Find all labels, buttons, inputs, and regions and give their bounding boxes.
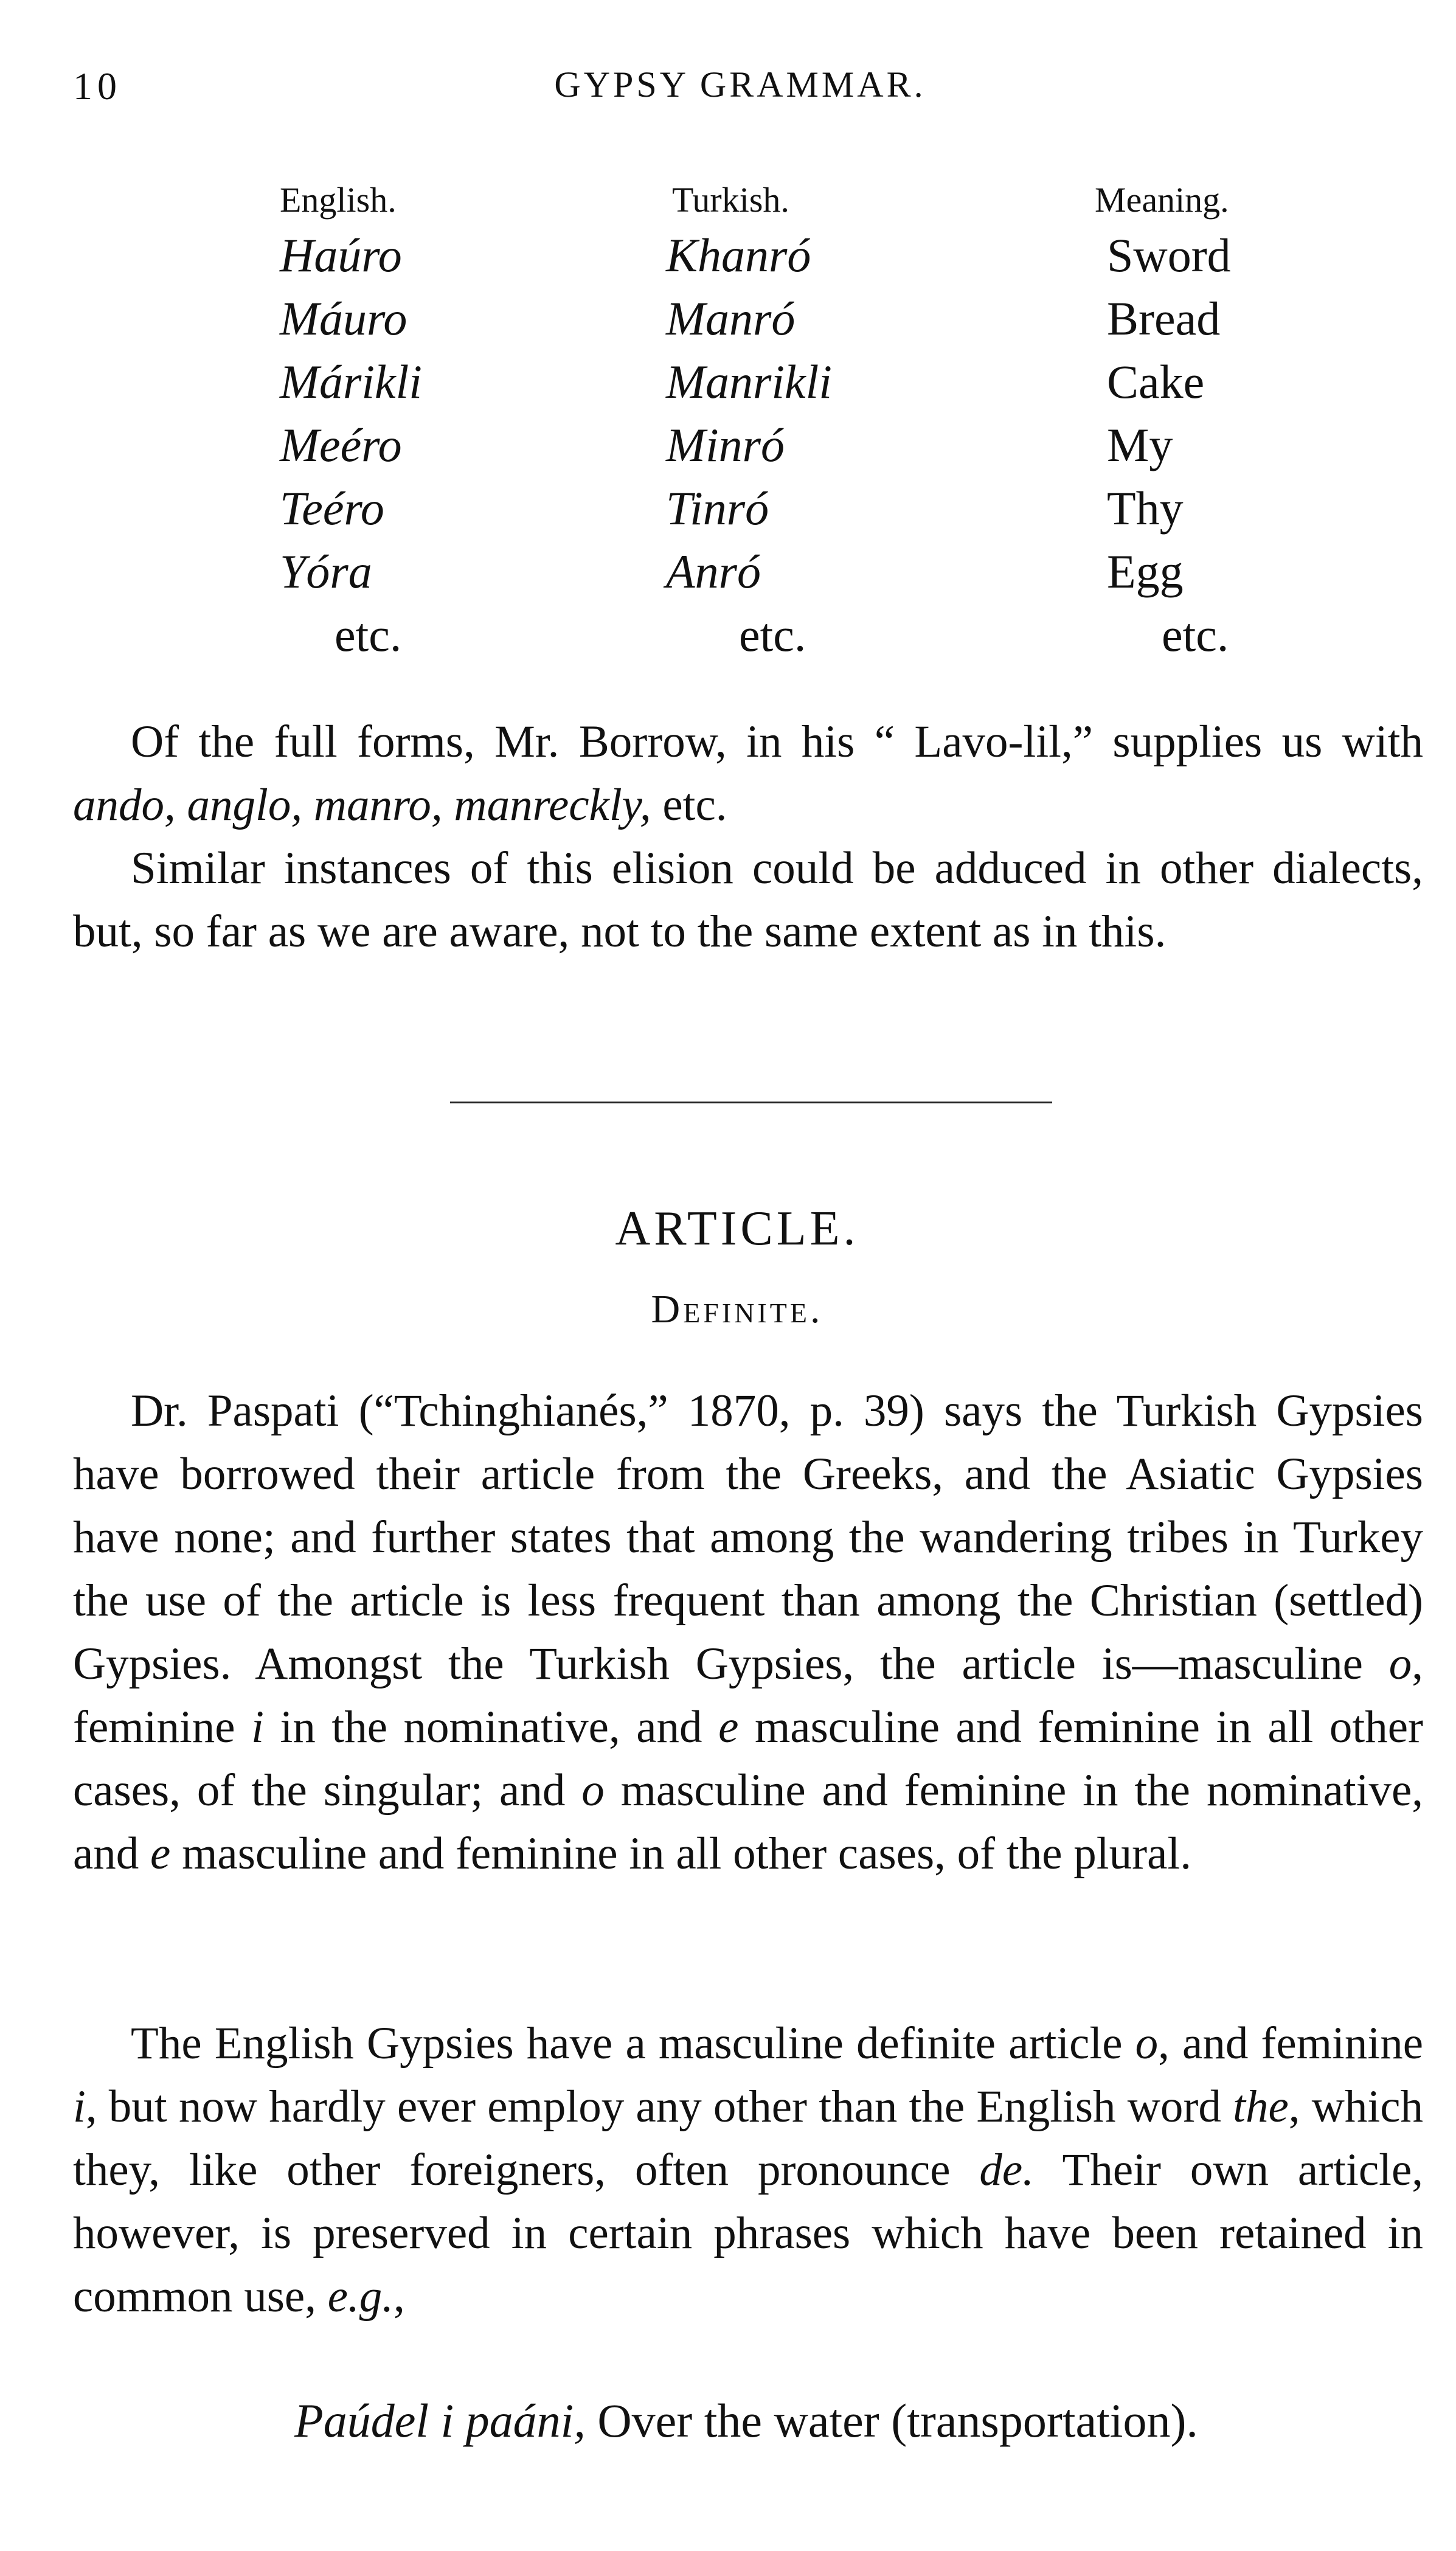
english-word: Teéro <box>280 482 384 535</box>
meaning-column <box>1095 176 1231 667</box>
turkish-column <box>666 176 832 667</box>
text-run: The English Gypsies have a masculine definite article <box>131 2018 1135 2069</box>
paragraph-text: Similar instances of this elision could be adduced in other dialects, but, so far as we are aware, not to the same extent as in this. <box>73 843 1423 957</box>
text-run: etc. <box>651 780 727 830</box>
turkish-etc: etc. <box>739 608 806 661</box>
meaning-word: Cake <box>1107 355 1205 408</box>
turkish-word: Manró <box>666 292 796 345</box>
italic-letter: o <box>581 1765 605 1816</box>
italic-word: de. <box>979 2145 1034 2195</box>
english-word: Yóra <box>280 545 372 598</box>
paragraph-paspati <box>73 1380 1423 1886</box>
italic-letter: e <box>150 1828 171 1879</box>
paragraph-elision <box>73 837 1423 963</box>
text-run: , and feminine <box>1158 2018 1423 2069</box>
english-etc: etc. <box>335 608 402 661</box>
text-run: masculine and feminine in the nominative, and <box>73 1765 1424 1879</box>
turkish-word: Minró <box>666 418 785 471</box>
italic-letter: i <box>251 1702 264 1752</box>
running-title: GYPSY GRAMMAR. <box>554 64 926 105</box>
section-divider <box>450 1102 1052 1103</box>
paragraph-english-gypsies <box>73 2012 1423 2328</box>
meaning-etc: etc. <box>1162 608 1229 661</box>
italic-letter: e <box>718 1702 739 1752</box>
italic-abbreviation: e.g. <box>327 2271 393 2322</box>
meaning-word: Egg <box>1107 545 1184 598</box>
example-phrase <box>0 2389 1456 2452</box>
text-run: Their own article, however, is preserved in certain phrases which have been retained in common use, <box>73 2145 1423 2322</box>
english-column-header: English. <box>280 180 397 220</box>
english-word: Meéro <box>280 418 402 471</box>
page-number: 10 <box>73 64 122 108</box>
text-run: , but now hardly ever employ any other than the English word <box>85 2081 1233 2132</box>
meaning-word: My <box>1107 418 1173 471</box>
turkish-word: Tinró <box>666 482 769 535</box>
text-run: masculine and feminine in all other cases, of the plural. <box>170 1828 1191 1879</box>
example-gypsy-phrase: Paúdel i paáni, <box>294 2394 586 2447</box>
meaning-column-header: Meaning. <box>1095 180 1229 220</box>
meaning-word: Thy <box>1107 482 1184 535</box>
english-word: Haúro <box>280 229 402 282</box>
text-run: in the nominative, and <box>263 1702 719 1752</box>
turkish-word: Manrikli <box>666 355 832 408</box>
section-title: ARTICLE. <box>615 1202 859 1255</box>
english-column <box>280 176 422 667</box>
italic-word-list: ando, anglo, manro, manreckly, <box>73 780 651 830</box>
section-subtitle: Definite. <box>651 1287 823 1331</box>
text-run: Of the full forms, Mr. Borrow, in his “ Lavo-lil,” supplies us with <box>131 717 1423 767</box>
text-run: , which they, like other foreigners, often pronounce <box>73 2081 1423 2195</box>
turkish-word: Khanró <box>666 229 811 282</box>
meaning-word: Sword <box>1107 229 1231 282</box>
word-table <box>0 176 1456 675</box>
turkish-column-header: Turkish. <box>672 180 789 220</box>
italic-letter: i <box>73 2081 86 2132</box>
italic-letter: o <box>1388 1639 1412 1689</box>
text-run: , feminine <box>73 1639 1423 1752</box>
english-word: Márikli <box>280 355 422 408</box>
italic-word: the <box>1233 2081 1289 2132</box>
text-run: masculine and feminine in all other cases, of the singular; and <box>73 1702 1423 1816</box>
english-word: Máuro <box>280 292 407 345</box>
turkish-word: Anró <box>666 545 761 598</box>
paragraph-borrow-forms <box>73 710 1423 837</box>
example-translation: Over the water (transportation). <box>585 2394 1198 2447</box>
italic-letter: o <box>1135 2018 1159 2069</box>
text-run: Dr. Paspati (“Tchinghianés,” 1870, p. 39) says the Turkish Gypsies have borrowed their article from the Greeks, and the Asiatic Gypsies have none; and further states that among the wandering tribes in Turkey the use of the article is less frequent than among the Christian (settled) Gypsies. Amongst the Turkish Gypsies, the article is—masculine <box>73 1386 1423 1689</box>
page-header <box>0 64 1456 119</box>
text-run: , <box>393 2271 405 2322</box>
meaning-word: Bread <box>1107 292 1221 345</box>
